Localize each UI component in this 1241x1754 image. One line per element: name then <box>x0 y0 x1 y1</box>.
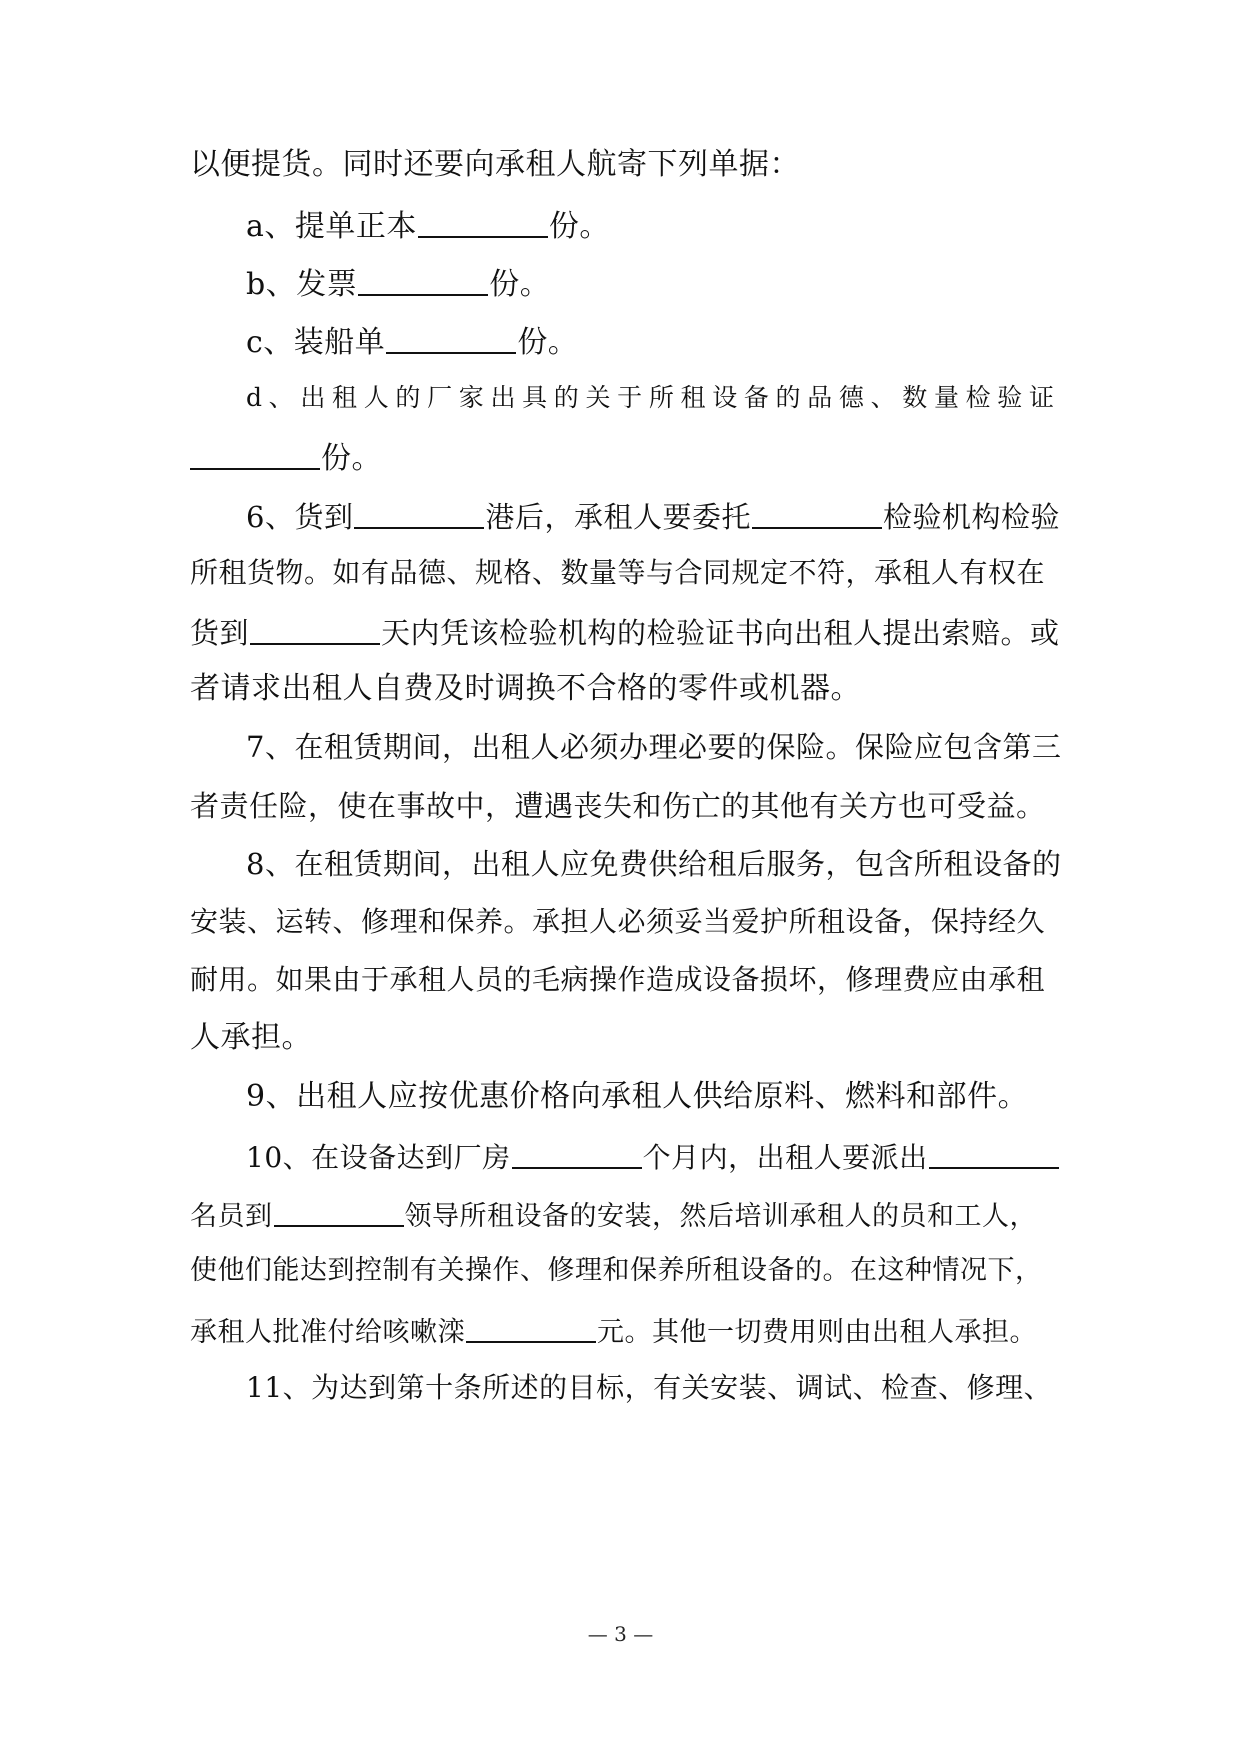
text-line <box>246 1368 1060 1408</box>
line-text: 人承担。 <box>190 1020 312 1055</box>
line-text: 使他们能达到控制有关操作、修理和保养所租设备的。在这种情况下， <box>190 1255 1043 1286</box>
line-text: 者责任险，使在事故中，遭遇丧失和伤亡的其他有关方也可受益。 <box>190 789 1046 823</box>
fill-in-blank <box>358 264 488 296</box>
text-line <box>190 145 1060 185</box>
line-text: 份。 <box>517 325 579 360</box>
text-line <box>246 320 1060 363</box>
line-text: 8、在租赁期间，出租人应免费供给租后服务，包含所租设备的 <box>246 847 1062 881</box>
line-text: c、装船单 <box>246 325 386 360</box>
fill-in-blank <box>418 206 548 238</box>
fill-in-blank <box>250 613 380 645</box>
text-line <box>190 960 1060 1000</box>
line-text: 7、在租赁期间，出租人必须办理必要的保险。保险应包含第三 <box>246 730 1062 764</box>
line-text: 9、出租人应按优惠价格向承租人供给原料、燃料和部件。 <box>246 1079 1029 1114</box>
line-text: 个月内，出租人要派出 <box>642 1141 928 1174</box>
text-line <box>190 669 1060 709</box>
text-line <box>246 1135 1060 1178</box>
fill-in-blank <box>274 1195 404 1227</box>
text-line <box>190 611 1060 653</box>
fill-in-blank <box>512 1137 642 1169</box>
text-line <box>190 1018 1060 1058</box>
line-text: 以便提货。同时还要向承租人航寄下列单据： <box>190 147 800 182</box>
text-line <box>190 553 1060 593</box>
line-text: 天内凭该检验机构的检验证书向出租人提出索赔。或 <box>381 616 1060 650</box>
page-number: — 3 — <box>587 1622 654 1646</box>
text-line <box>246 378 1060 418</box>
fill-in-blank <box>752 497 882 529</box>
line-text: b、发票 <box>246 267 358 302</box>
text-line <box>190 1251 1060 1291</box>
text-line <box>246 727 1060 767</box>
fill-in-blank <box>386 322 516 354</box>
line-text: 耐用。如果由于承租人员的毛病操作造成设备损坏，修理费应由承租 <box>190 963 1046 996</box>
text-line <box>190 902 1060 942</box>
fill-in-blank <box>190 438 320 470</box>
text-line <box>190 436 1060 479</box>
fill-in-blank <box>929 1137 1059 1169</box>
fill-in-blank <box>466 1311 596 1343</box>
line-text: 11、为达到第十条所述的目标，有关安装、调试、检查、修理、 <box>246 1371 1053 1404</box>
line-text: 所租货物。如有品德、规格、数量等与合同规定不符，承租人有权在 <box>190 556 1046 589</box>
line-text: 检验机构检验 <box>882 500 1060 534</box>
line-text: 份。 <box>489 267 551 302</box>
line-text: 份。 <box>548 209 610 244</box>
line-text: 安装、运转、修理和保养。承担人必须妥当爱护所租设备，保持经久 <box>190 905 1046 938</box>
line-text: d、出租人的厂家出具的关于所租设备的品德、数量检验证 <box>246 383 1060 412</box>
line-text: 港后，承租人要委托 <box>485 500 751 534</box>
text-line <box>190 1193 1060 1237</box>
line-text: 领导所租设备的安装，然后培训承租人的员和工人， <box>404 1201 1037 1232</box>
line-text: 10、在设备达到厂房 <box>246 1141 511 1174</box>
line-text: 份。 <box>321 441 382 476</box>
line-text: 承租人批准付给咳嗽滦 <box>190 1317 465 1348</box>
text-line <box>190 786 1060 826</box>
text-line <box>246 262 1060 305</box>
line-text: 6、货到 <box>246 500 354 534</box>
line-text: 名员到 <box>190 1201 273 1232</box>
text-line <box>190 1309 1060 1353</box>
line-text: a、提单正本 <box>246 209 417 244</box>
text-line <box>246 844 1060 884</box>
fill-in-blank <box>354 497 484 529</box>
line-text: 货到 <box>190 616 250 650</box>
text-line <box>246 204 1060 247</box>
line-text: 者请求出租人自费及时调换不合格的零件或机器。 <box>190 671 861 706</box>
text-line <box>246 495 1060 537</box>
line-text: 元。其他一切费用则由出租人承担。 <box>597 1317 1037 1348</box>
text-line <box>246 1077 1060 1117</box>
